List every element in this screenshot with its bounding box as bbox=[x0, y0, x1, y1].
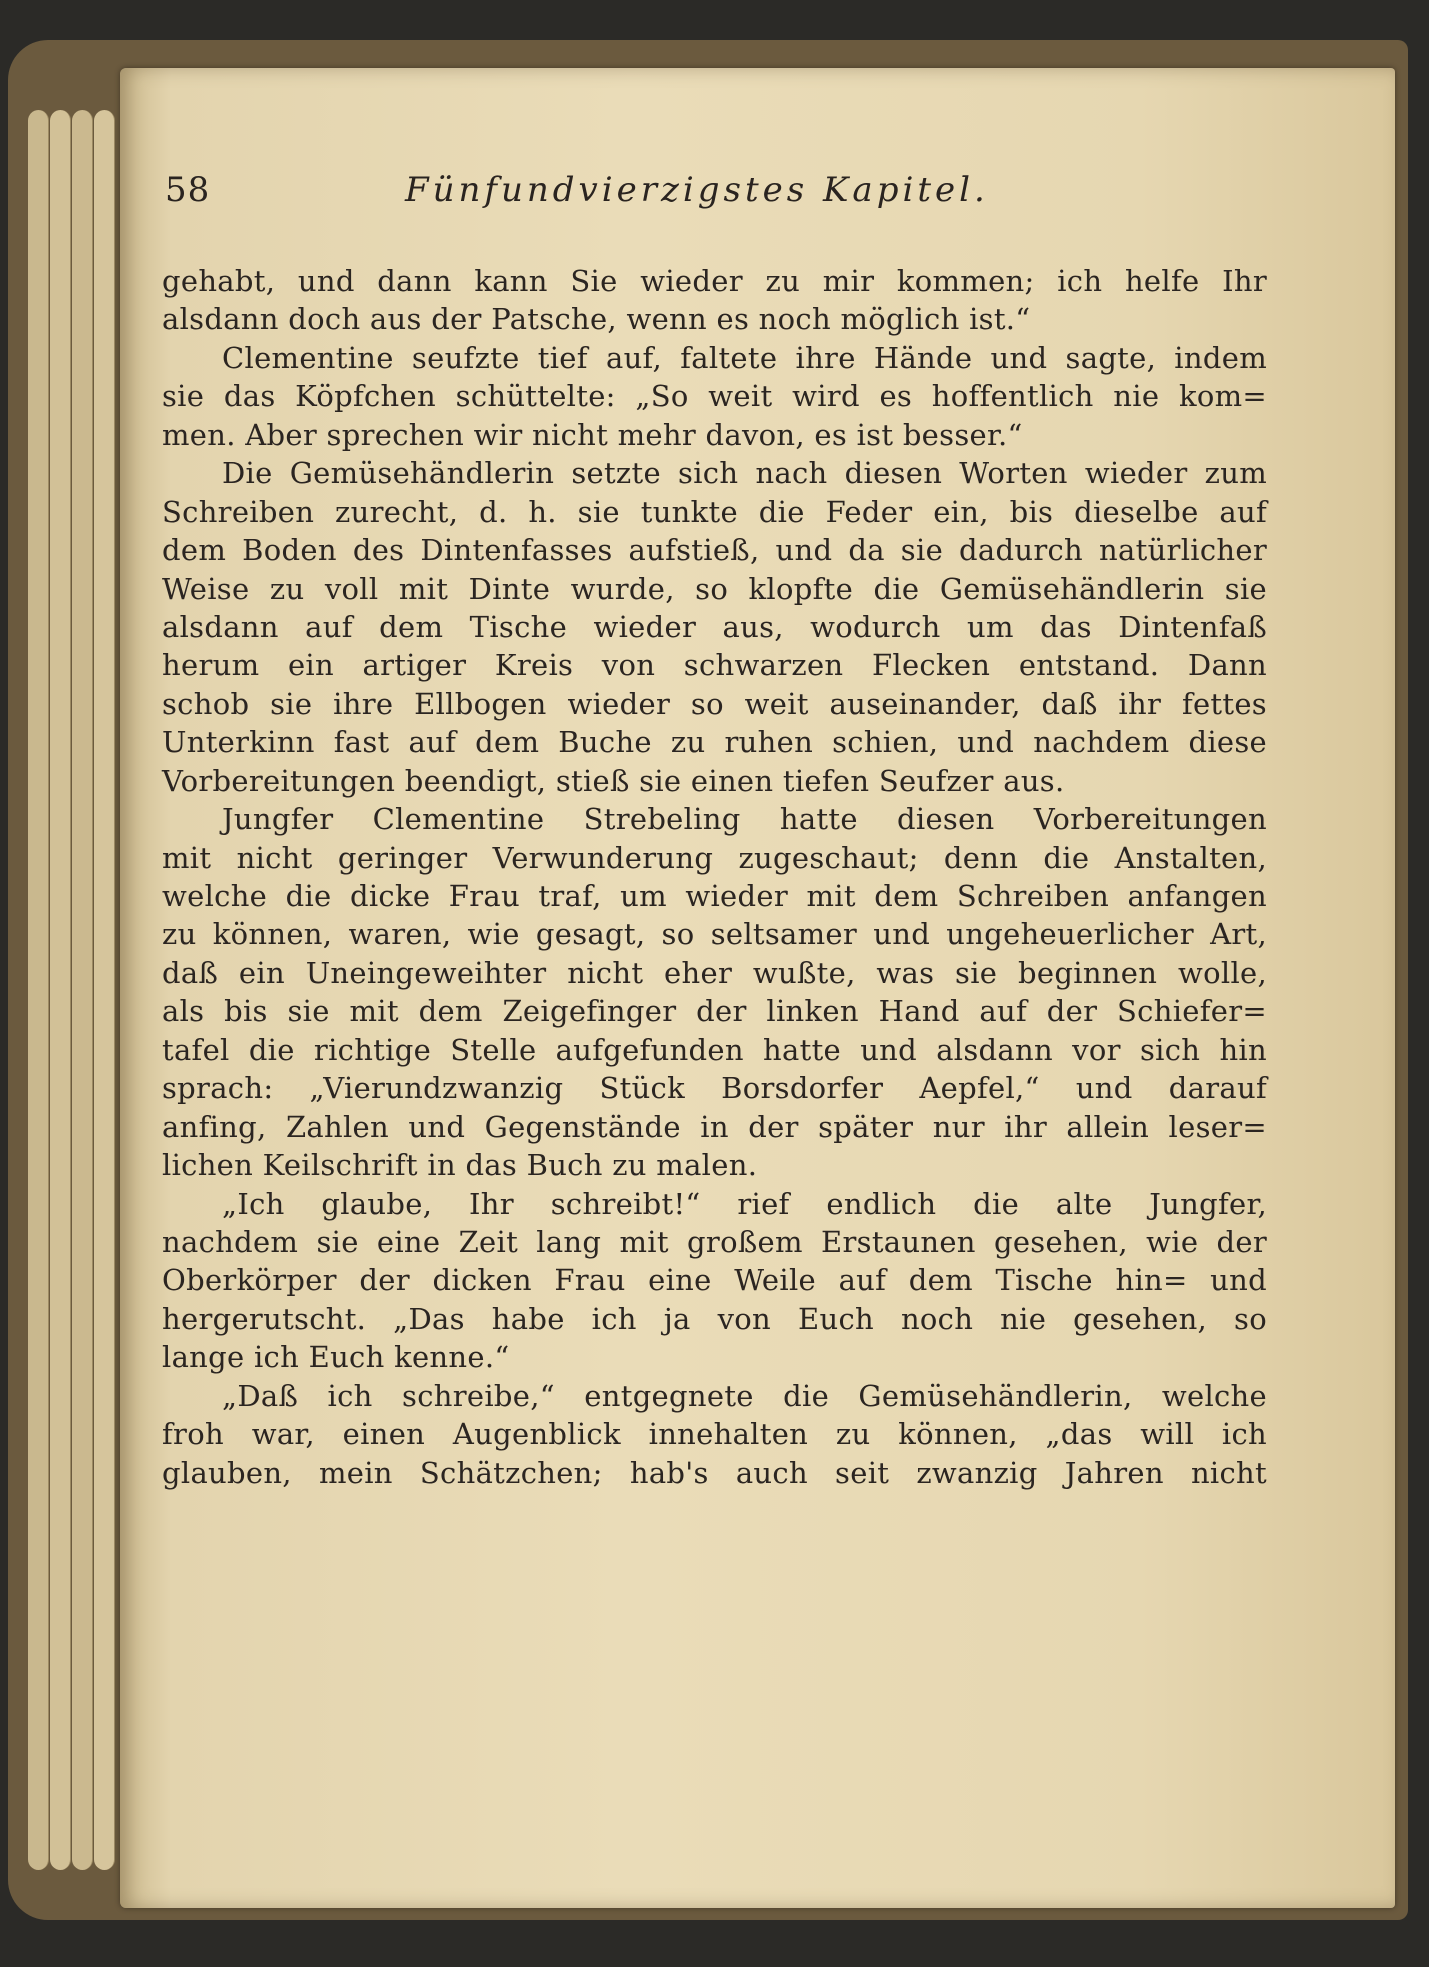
text-line: froh war, einen Augenblick innehalten zu können, „das will ich bbox=[162, 1417, 1267, 1452]
text-line: sprach: „Vierundzwanzig Stück Borsdorfer Aepfel,“ und darauf bbox=[162, 1071, 1267, 1106]
text-line: Clementine seufzte tief auf, faltete ihre Hände und sagte, indem bbox=[222, 340, 1267, 375]
page-edge bbox=[72, 110, 93, 1870]
text-line: alsdann doch aus der Patsche, wenn es noch möglich ist.“ bbox=[162, 302, 1031, 337]
text-line: daß ein Uneingeweihter nicht eher wußte, was sie beginnen wolle, bbox=[162, 955, 1267, 990]
text-line: tafel die richtige Stelle aufgefunden hatte und alsdann vor sich hin bbox=[162, 1032, 1267, 1067]
text-line: nachdem sie eine Zeit lang mit großem Erstaunen gesehen, wie der bbox=[162, 1224, 1267, 1259]
text-line: zu können, waren, wie gesagt, so seltsamer und ungeheuerlicher Art, bbox=[162, 917, 1267, 952]
text-line: „Daß ich schreibe,“ entgegnete die Gemüsehändlerin, welche bbox=[222, 1378, 1267, 1413]
text-line: Die Gemüsehändlerin setzte sich nach diesen Worten wieder zum bbox=[222, 456, 1267, 491]
text-line: Jungfer Clementine Strebeling hatte diesen Vorbereitungen bbox=[222, 802, 1267, 837]
text-line: glauben, mein Schätzchen; hab's auch seit zwanzig Jahren nicht bbox=[162, 1455, 1267, 1490]
text-line: men. Aber sprechen wir nicht mehr davon, es ist besser.“ bbox=[162, 417, 1023, 452]
text-line: anfing, Zahlen und Gegenstände in der später nur ihr allein leser= bbox=[162, 1109, 1267, 1144]
text-line: lange ich Euch kenne.“ bbox=[162, 1340, 510, 1375]
page-edge bbox=[28, 110, 49, 1870]
text-line: schob sie ihre Ellbogen wieder so weit auseinander, daß ihr fettes bbox=[162, 686, 1267, 721]
text-line: welche die dicke Frau traf, um wieder mit dem Schreiben anfangen bbox=[162, 879, 1267, 913]
text-line: hergerutscht. „Das habe ich ja von Euch noch nie gesehen, so bbox=[162, 1301, 1267, 1336]
text-line: Weise zu voll mit Dinte wurde, so klopfte die Gemüsehändlerin sie bbox=[162, 571, 1267, 606]
text-line: dem Boden des Dintenfasses aufstieß, und da sie dadurch natürlicher bbox=[162, 533, 1267, 568]
page-edge bbox=[50, 110, 71, 1870]
page-number: 58 bbox=[165, 170, 211, 210]
body-text bbox=[162, 262, 1267, 1492]
page-edge bbox=[94, 110, 115, 1870]
text-line: sie das Köpfchen schüttelte: „So weit wird es hoffentlich nie kom= bbox=[162, 379, 1267, 414]
page-header bbox=[165, 170, 1265, 220]
text-line: alsdann auf dem Tische wieder aus, wodurch um das Dintenfaß bbox=[162, 609, 1267, 644]
text-line: lichen Keilschrift in das Buch zu malen. bbox=[162, 1148, 758, 1183]
running-title: Fünfundvierzigstes Kapitel. bbox=[405, 170, 989, 210]
text-line: gehabt, und dann kann Sie wieder zu mir kommen; ich helfe Ihr bbox=[162, 264, 1267, 298]
text-line: mit nicht geringer Verwunderung zugeschaut; denn die Anstalten, bbox=[162, 840, 1267, 875]
text-line: Vorbereitungen beendigt, stieß sie einen tiefen Seufzer aus. bbox=[162, 763, 1065, 798]
text-line: Schreiben zurecht, d. h. sie tunkte die Feder ein, bis dieselbe auf bbox=[162, 494, 1267, 529]
text-line: Oberkörper der dicken Frau eine Weile auf dem Tische hin= und bbox=[162, 1263, 1267, 1298]
text-line: herum ein artiger Kreis von schwarzen Flecken entstand. Dann bbox=[162, 648, 1267, 683]
text-line: Unterkinn fast auf dem Buche zu ruhen schien, und nachdem diese bbox=[162, 725, 1267, 760]
text-line: „Ich glaube, Ihr schreibt!“ rief endlich die alte Jungfer, bbox=[222, 1186, 1267, 1221]
text-line: als bis sie mit dem Zeigefinger der linken Hand auf der Schiefer= bbox=[162, 994, 1267, 1029]
